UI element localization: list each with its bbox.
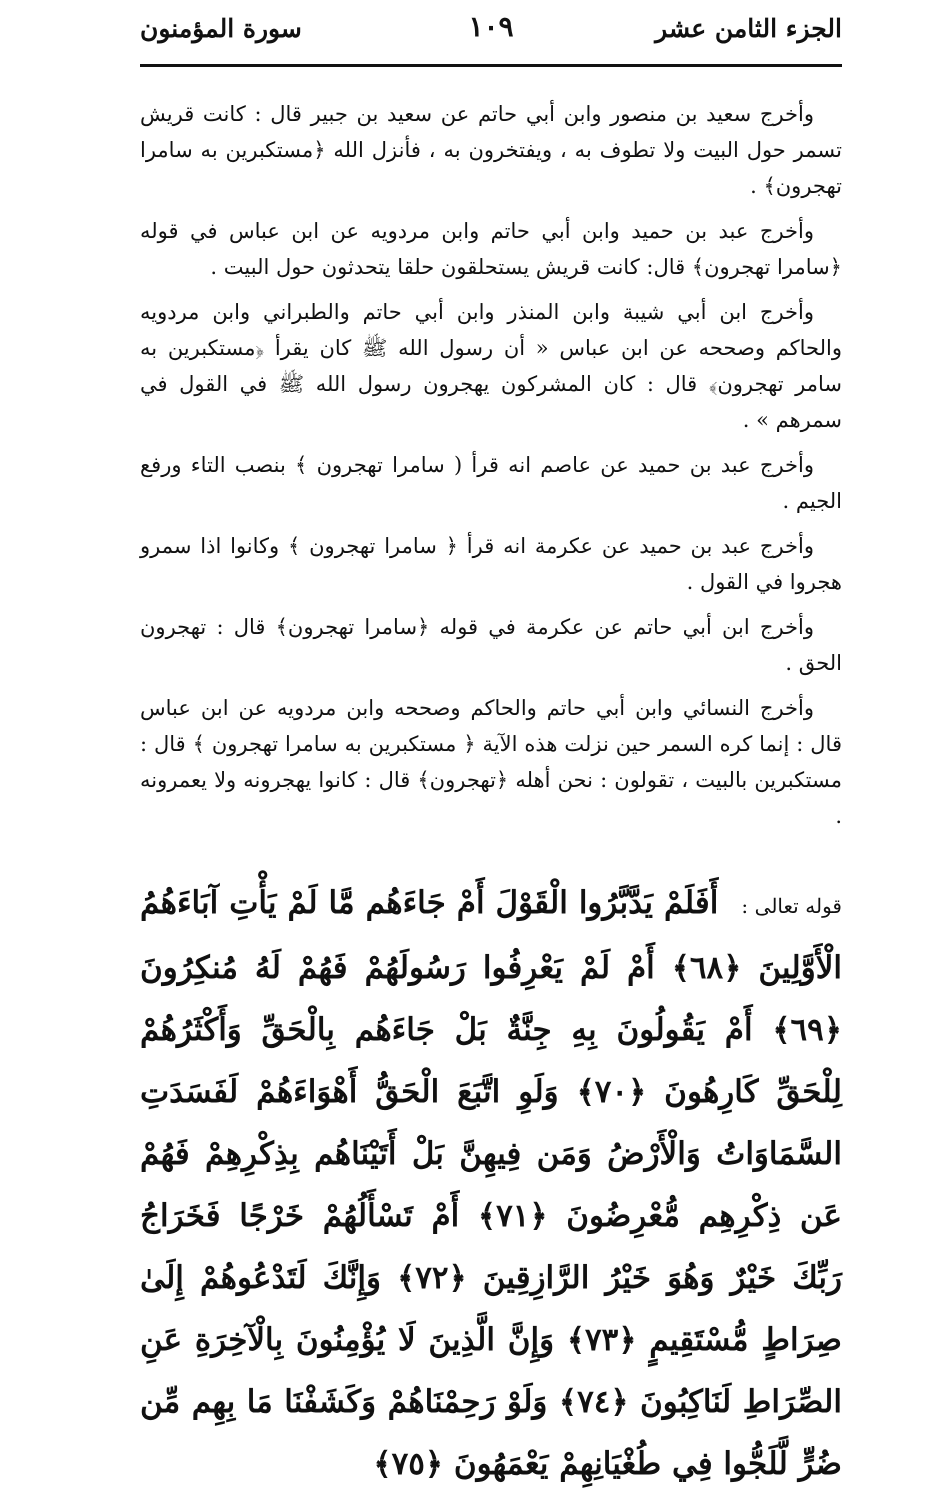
verses-intro: قوله تعالى : xyxy=(741,894,842,918)
paragraph: وأخرج ابن أبي شيبة وابن المنذر وابن أبي حاتم والطبراني وابن مردويه والحاكم وصححه عن ابن عباس « أن رسول الله ﷺ كان يقرأ ﴿مستكبرين به سامر تهجرون﴾ قال : كان المشركون يهجرون رسول الله ﷺ في القول في سمرهم » . xyxy=(140,300,842,432)
commentary-text xyxy=(140,96,842,843)
page-header xyxy=(140,8,842,50)
header-rule xyxy=(140,64,842,67)
surah-title: سورة المؤمنون xyxy=(140,14,302,43)
paragraph: وأخرج النسائي وابن أبي حاتم والحاكم وصححه وابن مردويه عن ابن عباس قال : إنما كره السمر حين نزلت هذه الآية ﴿ مستكبرين به سامرا تهجرون ﴾ قال : مستكبرين بالبيت ، تقولون : نحن أهله ﴿تهجرون﴾ قال : كانوا يهجرونه ولا يعمرونه . xyxy=(140,696,842,828)
verses-text: أَفَلَمْ يَدَّبَّرُوا الْقَوْلَ أَمْ جَاءَهُم مَّا لَمْ يَأْتِ آبَاءَهُمُ الْأَوَّلِينَ ﴿٦٨﴾ أَمْ لَمْ يَعْرِفُوا رَسُولَهُمْ فَهُمْ لَهُ مُنكِرُونَ ﴿٦٩﴾ أَمْ يَقُولُونَ بِهِ جِنَّةٌ بَلْ جَاءَهُم بِالْحَقِّ وَأَكْثَرُهُمْ لِلْحَقِّ كَارِهُونَ ﴿٧٠﴾ وَلَوِ اتَّبَعَ الْحَقُّ أَهْوَاءَهُمْ لَفَسَدَتِ السَّمَاوَاتُ وَالْأَرْضُ وَمَن فِيهِنَّ بَلْ أَتَيْنَاهُم بِذِكْرِهِمْ فَهُمْ عَن ذِكْرِهِم مُّعْرِضُونَ ﴿٧١﴾ أَمْ تَسْأَلُهُمْ خَرْجًا فَخَرَاجُ رَبِّكَ خَيْرٌ وَهُوَ خَيْرُ الرَّازِقِينَ ﴿٧٢﴾ وَإِنَّكَ لَتَدْعُوهُمْ إِلَىٰ صِرَاطٍ مُّسْتَقِيمٍ ﴿٧٣﴾ وَإِنَّ الَّذِينَ لَا يُؤْمِنُونَ بِالْآخِرَةِ عَنِ الصِّرَاطِ لَنَاكِبُونَ ﴿٧٤﴾ وَلَوْ رَحِمْنَاهُمْ وَكَشَفْنَا مَا بِهِم مِّن ضُرٍّ لَّلَجُّوا فِي طُغْيَانِهِمْ يَعْمَهُونَ ﴿٧٥﴾ xyxy=(140,885,842,1482)
juz-title: الجزء الثامن عشر xyxy=(655,14,842,43)
paragraph: وأخرج عبد بن حميد عن عاصم انه قرأ ( سامرا تهجرون ﴾ بنصب التاء ورفع الجيم . xyxy=(140,453,842,513)
paragraph: وأخرج عبد بن حميد وابن أبي حاتم وابن مردويه عن ابن عباس في قوله ﴿سامرا تهجرون﴾ قال: كانت قريش يستحلقون حلقا يتحدثون حول البيت . xyxy=(140,219,842,279)
page-number: ١٠٩ xyxy=(468,10,514,43)
paragraph: وأخرج سعيد بن منصور وابن أبي حاتم عن سعيد بن جبير قال : كانت قريش تسمر حول البيت ولا تطوف به ، ويفتخرون به ، فأنزل الله ﴿مستكبرين به سامرا تهجرون﴾ . xyxy=(140,102,842,198)
quran-verses xyxy=(140,872,842,1495)
paragraph: وأخرج ابن أبي حاتم عن عكرمة في قوله ﴿سامرا تهجرون﴾ قال : تهجرون الحق . xyxy=(140,615,842,675)
paragraph: وأخرج عبد بن حميد عن عكرمة انه قرأ ﴿ سامرا تهجرون ﴾ وكانوا اذا سمرو هجروا في القول . xyxy=(140,534,842,594)
